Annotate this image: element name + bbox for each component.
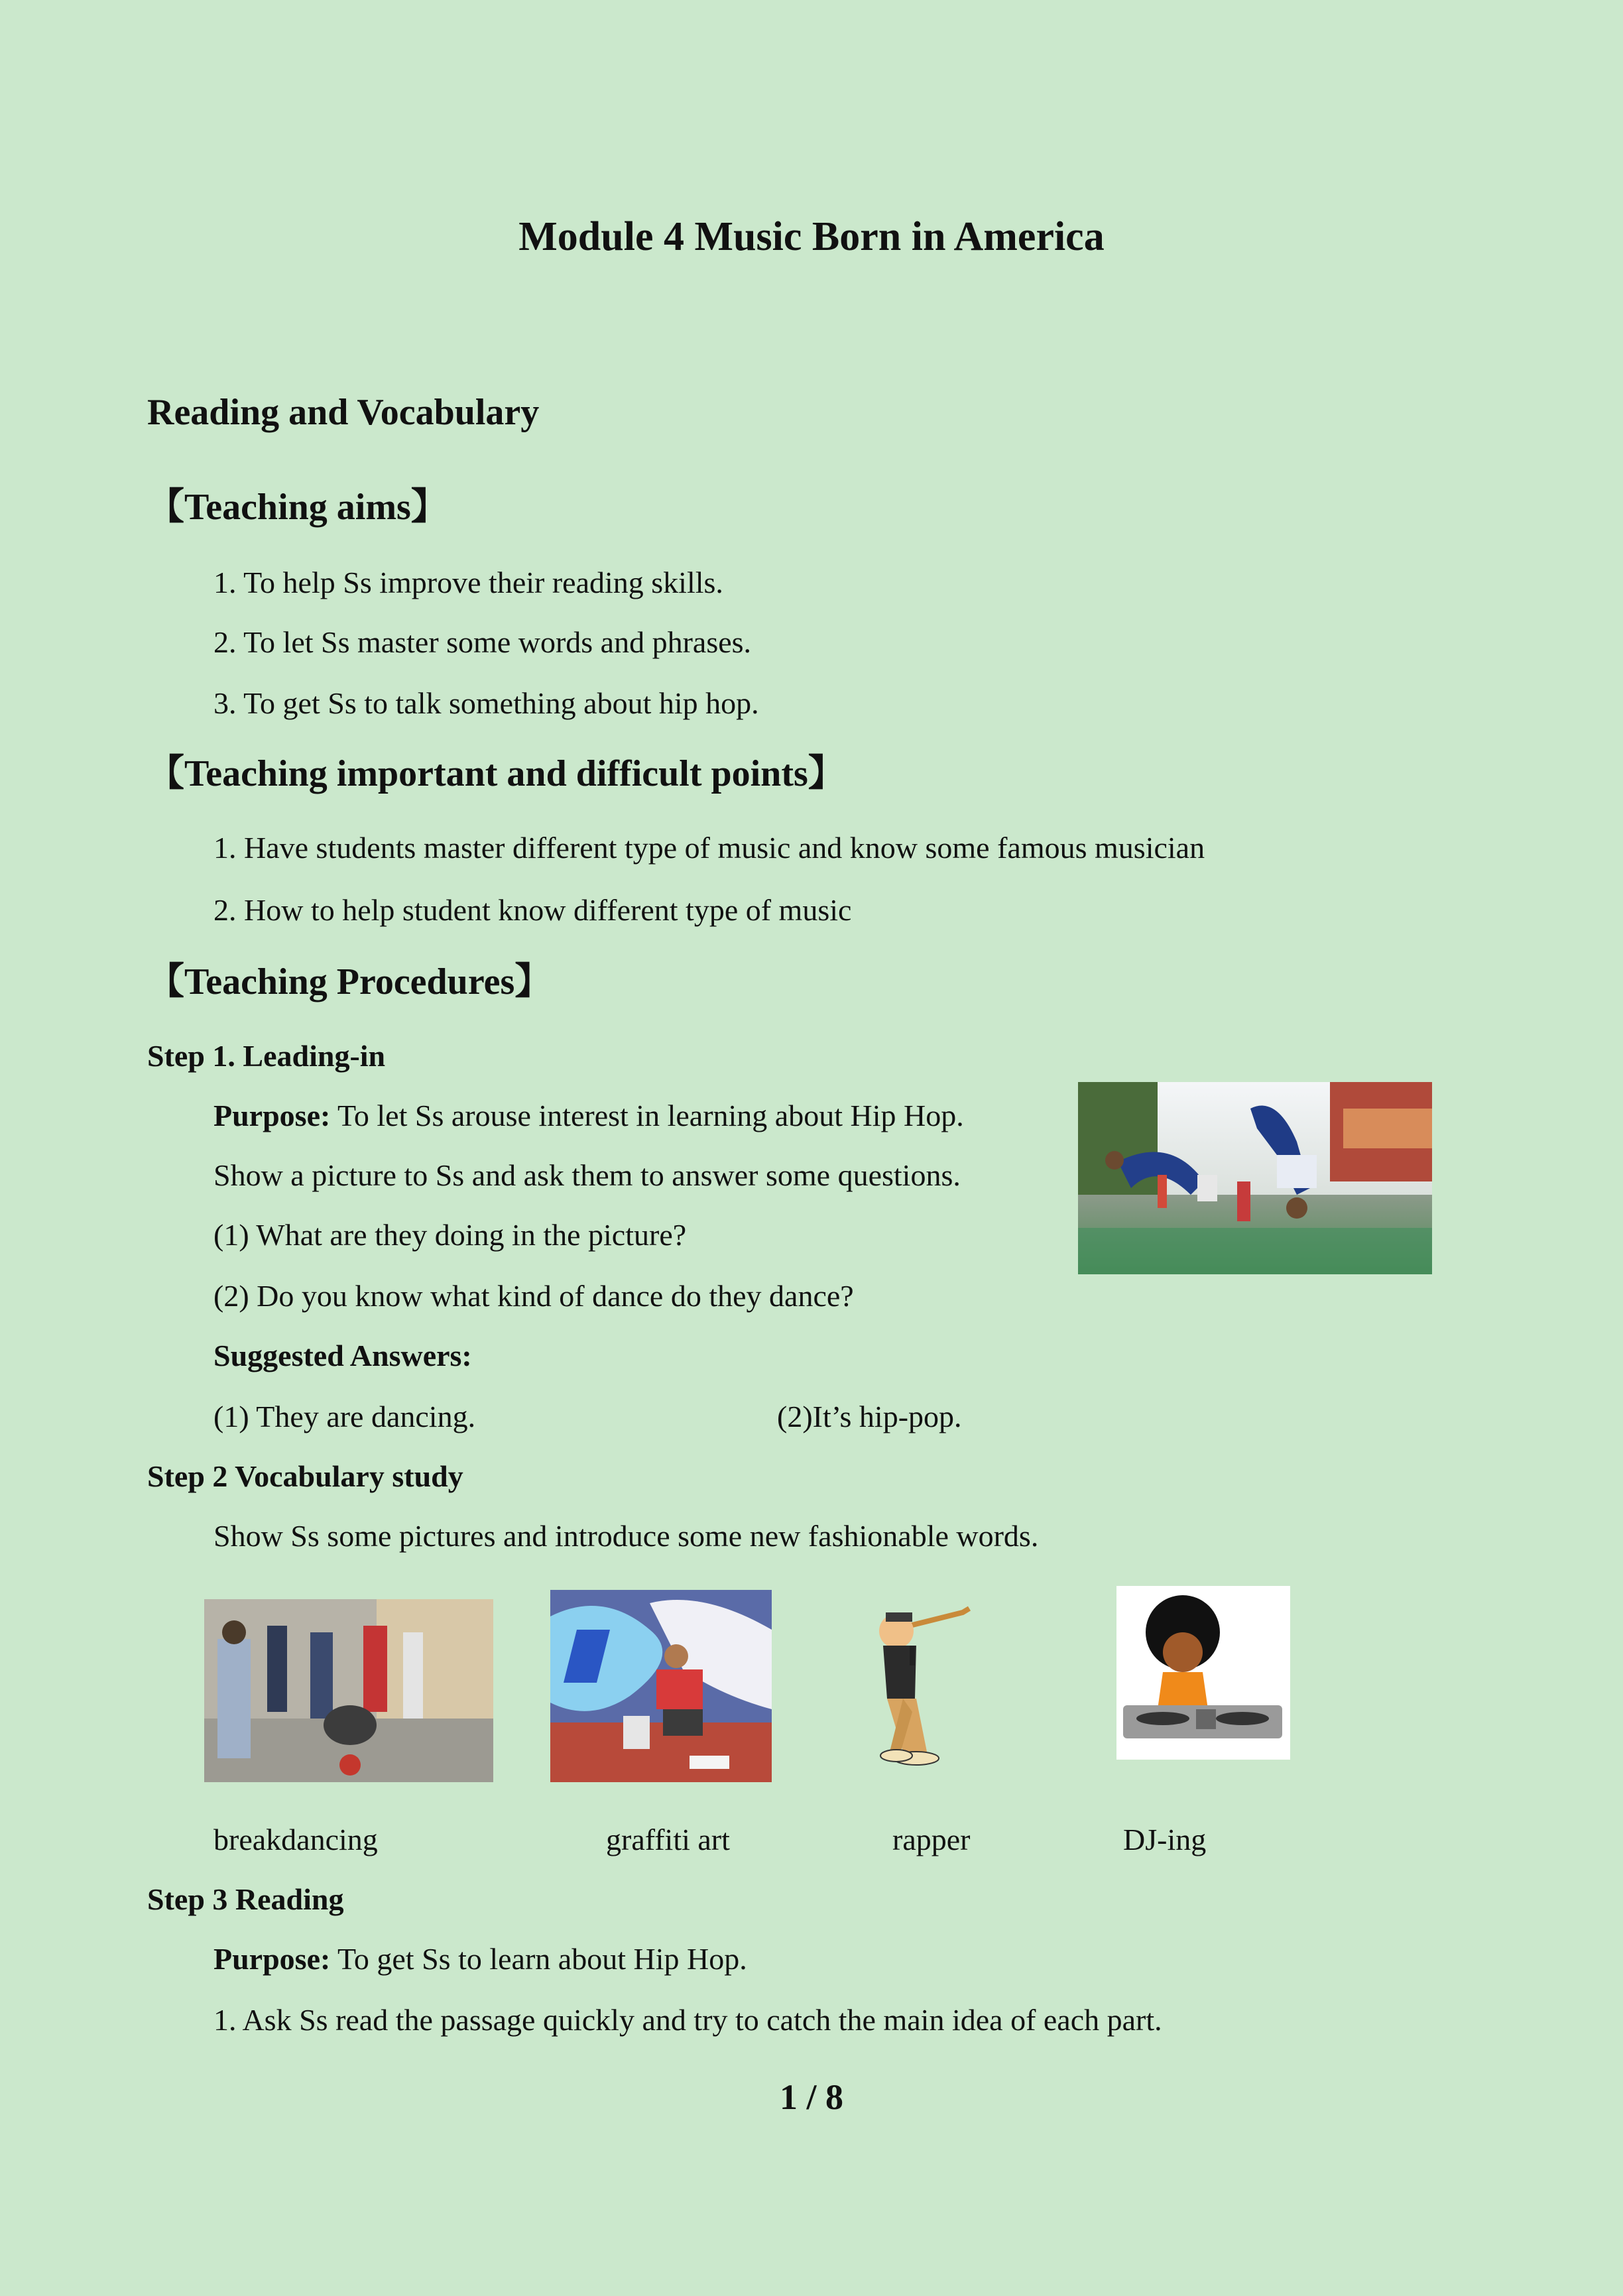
teaching-points-heading: 【Teaching important and difficult points】 xyxy=(147,753,845,794)
step1-show-text: Show a picture to Ss and ask them to answer some questions. xyxy=(213,1158,961,1192)
section-heading: Reading and Vocabulary xyxy=(147,392,540,433)
step3-item: 1. Ask Ss read the passage quickly and try to catch the main idea of each part. xyxy=(213,2003,1162,2037)
teaching-procedures-heading: 【Teaching Procedures】 xyxy=(147,961,552,1002)
caption-rapper: rapper xyxy=(892,1823,971,1856)
answer-2: (2)It’s hip-pop. xyxy=(777,1400,962,1433)
aims-item: 3. To get Ss to talk something about hip hop. xyxy=(213,686,759,720)
step1-purpose xyxy=(213,1098,964,1133)
breakdancing-photo xyxy=(204,1599,493,1782)
breakdance-photo xyxy=(1078,1082,1432,1274)
rapper-cartoon xyxy=(863,1599,993,1782)
step3-heading: Step 3 Reading xyxy=(147,1882,344,1916)
purpose-text: To get Ss to learn about Hip Hop. xyxy=(330,1942,747,1976)
graffiti-art-photo xyxy=(550,1590,772,1782)
step1-heading: Step 1. Leading-in xyxy=(147,1039,386,1073)
step1-question: (1) What are they doing in the picture? xyxy=(213,1218,687,1252)
dj-cartoon xyxy=(1116,1586,1290,1760)
step1-question: (2) Do you know what kind of dance do they dance? xyxy=(213,1279,854,1313)
purpose-label: Purpose: xyxy=(213,1099,331,1132)
page-number: 1 / 8 xyxy=(779,2077,843,2117)
aims-item: 2. To let Ss master some words and phrases. xyxy=(213,625,752,659)
step3-purpose xyxy=(213,1941,747,1976)
answer-1: (1) They are dancing. xyxy=(213,1400,476,1433)
purpose-text: To let Ss arouse interest in learning about Hip Hop. xyxy=(330,1099,964,1132)
suggested-answers-label: Suggested Answers: xyxy=(213,1339,472,1372)
step2-heading: Step 2 Vocabulary study xyxy=(147,1459,463,1493)
document-title: Module 4 Music Born in America xyxy=(518,214,1105,259)
step2-intro: Show Ss some pictures and introduce some new fashionable words. xyxy=(213,1519,1039,1553)
aims-item: 1. To help Ss improve their reading skills. xyxy=(213,566,723,599)
purpose-label: Purpose: xyxy=(213,1942,331,1976)
caption-dj-ing: DJ-ing xyxy=(1123,1823,1207,1856)
teaching-aims-heading: 【Teaching aims】 xyxy=(147,487,448,528)
points-item: 1. Have students master different type of music and know some famous musician xyxy=(213,831,1205,865)
caption-graffiti-art: graffiti art xyxy=(606,1823,730,1856)
caption-breakdancing: breakdancing xyxy=(213,1823,378,1856)
points-item: 2. How to help student know different type of music xyxy=(213,893,852,927)
